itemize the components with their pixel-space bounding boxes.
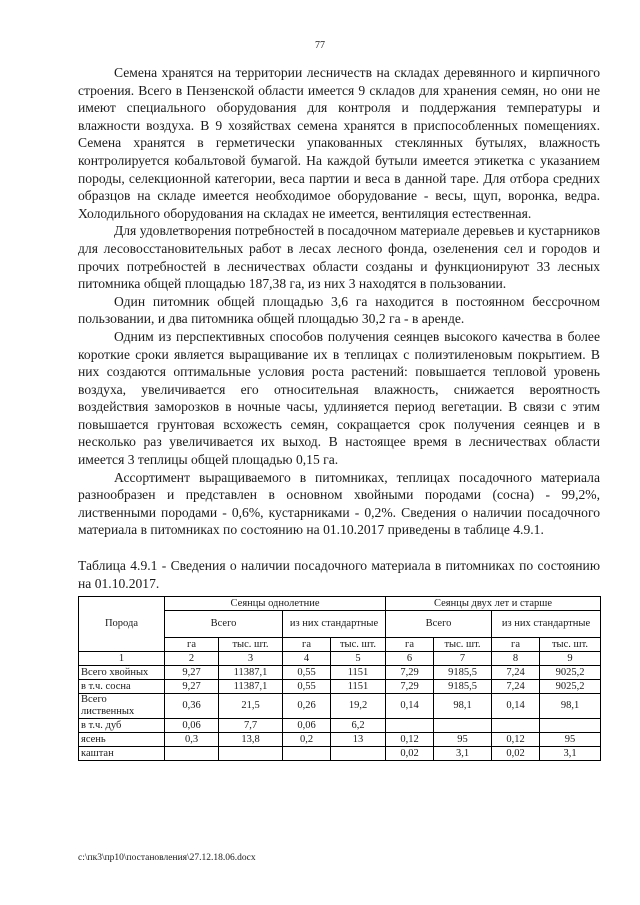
table-cell: 9025,2 (540, 680, 601, 694)
paragraph: Семена хранятся на территории лесничеств на складах деревянного и кирпичного строения. Всего в Пензенской области имеется 9 складов для хранения семян, но они не имеют специального оборудования для контроля и поддержания температуры и влажности воздуха. В 9 хозяйствах семена хранятся в приспособленных помещениях. Семена хранятся в герметически упакованных стеклянных бутылях, влажность контролируется кобальтовой бумагой. На каждой бутыли имеется этикетка с указанием породы, селекционной категории, веса партии и веса в данной таре. Для отбора средних образцов на складе имеется необходимое оборудование - весы, щуп, воронка, ведра. Холодильного оборудования на складах не имеется, вентиляция естественная. (78, 65, 600, 221)
table-row (79, 719, 601, 733)
row-label: каштан (79, 747, 165, 761)
paragraph: Одним из перспективных способов получения сеянцев высокого качества в более короткие сроки является выращивание их в теплицах с полиэтиленовым покрытием. В них создаются оптимальные условия роста растений: повышается тепловой уровень воздуха, увеличивается его относительная влажность, снижается вероятность воздействия заморозков в ночные часы, удлиняется период вегетации. В связи с этим повышается грунтовая всхожесть семян, сокращается срок получения сеянцев и в несколько раз увеличивается их выход. В настоящее время в лесничествах области имеется 3 теплицы общей площадью 0,15 га. (78, 328, 600, 468)
table-cell: 3,1 (540, 747, 601, 761)
table-cell: 0,55 (283, 666, 331, 680)
table-cell: 19,2 (331, 694, 386, 719)
unit-cell: тыс. шт. (219, 638, 283, 652)
column-number-row (79, 652, 601, 666)
table-cell: 9025,2 (540, 666, 601, 680)
column-number: 6 (386, 652, 434, 666)
table-cell: 0,02 (492, 747, 540, 761)
table-cell: 1151 (331, 680, 386, 694)
header-standard: из них стандартные (283, 611, 386, 638)
table-cell: 0,36 (165, 694, 219, 719)
table-cell: 0,14 (492, 694, 540, 719)
header-total: Всего (165, 611, 283, 638)
table-cell: 7,24 (492, 680, 540, 694)
table-cell: 13,8 (219, 733, 283, 747)
row-label: в т.ч. дуб (79, 719, 165, 733)
table-cell: 9185,5 (434, 666, 492, 680)
table-caption: Таблица 4.9.1 - Сведения о наличии посадочного материала в питомниках по состоянию на 01.10.2017. (78, 558, 600, 591)
table-row (79, 733, 601, 747)
row-label: Всего хвойных (79, 666, 165, 680)
table-cell: 0,06 (165, 719, 219, 733)
column-number: 4 (283, 652, 331, 666)
table-cell: 0,26 (283, 694, 331, 719)
table-cell: 0,14 (386, 694, 434, 719)
table-cell: 7,7 (219, 719, 283, 733)
table-cell: 0,55 (283, 680, 331, 694)
planting-material-table (78, 596, 601, 761)
table-cell: 1151 (331, 666, 386, 680)
table-cell: 0,12 (492, 733, 540, 747)
table-cell: 9185,5 (434, 680, 492, 694)
table-cell: 7,29 (386, 666, 434, 680)
row-label: ясень (79, 733, 165, 747)
table-cell: 0,2 (283, 733, 331, 747)
paragraph: Ассортимент выращиваемого в питомниках, теплицах посадочного материала разнообразен и представлен в основном хвойными породами (сосна) - 99,2%, лиственными породами - 0,6%, кустарниками - 0,2%. Сведения о наличии посадочного материала в питомниках по состоянию на 01.10.2017 приведены в таблице 4.9.1. (78, 469, 600, 538)
table-cell: 0,3 (165, 733, 219, 747)
paragraph: Для удовлетворения потребностей в посадочном материале деревьев и кустарников для лесовосстановительных работ в лесах лесного фонда, озеленения сел и городов и прочих потребностей в лесничествах области созданы и функционируют 33 лесных питомника общей площадью 187,38 га, из них 3 находятся в пользовании. (78, 223, 600, 292)
table-row (79, 680, 601, 694)
unit-cell: тыс. шт. (540, 638, 601, 652)
unit-cell: га (165, 638, 219, 652)
table-cell: 0,06 (283, 719, 331, 733)
column-number: 2 (165, 652, 219, 666)
table-cell: 7,24 (492, 666, 540, 680)
paragraph: Один питомник общей площадью 3,6 га находится в постоянном бессрочном пользовании, и два питомника общей площадью 30,2 га - в аренде. (78, 293, 600, 327)
table-cell: 21,5 (219, 694, 283, 719)
table-cell: 98,1 (434, 694, 492, 719)
table-cell: 95 (540, 733, 601, 747)
column-number: 8 (492, 652, 540, 666)
table-cell (386, 719, 434, 733)
table-cell: 3,1 (434, 747, 492, 761)
table-cell (434, 719, 492, 733)
row-label: в т.ч. сосна (79, 680, 165, 694)
unit-cell: тыс. шт. (331, 638, 386, 652)
header-total: Всего (386, 611, 492, 638)
unit-cell: га (283, 638, 331, 652)
table-cell: 6,2 (331, 719, 386, 733)
table-cell: 0,02 (386, 747, 434, 761)
table-cell: 9,27 (165, 666, 219, 680)
table-cell (165, 747, 219, 761)
table-row (79, 747, 601, 761)
table-row (79, 694, 601, 719)
table-cell: 98,1 (540, 694, 601, 719)
column-number: 3 (219, 652, 283, 666)
header-species: Порода (79, 597, 165, 652)
column-number: 9 (540, 652, 601, 666)
header-standard: из них стандартные (492, 611, 601, 638)
table-cell: 7,29 (386, 680, 434, 694)
document-body (78, 64, 600, 761)
header-one-year-seedlings: Сеянцы однолетние (165, 597, 386, 611)
table-cell (492, 719, 540, 733)
table-cell (283, 747, 331, 761)
table-row (79, 666, 601, 680)
page-number: 77 (315, 40, 325, 51)
unit-cell: га (492, 638, 540, 652)
table-cell: 95 (434, 733, 492, 747)
table-cell (219, 747, 283, 761)
file-path-footer: c:\пк3\пр10\постановления\27.12.18.06.docx (78, 853, 256, 863)
column-number: 5 (331, 652, 386, 666)
table-cell (331, 747, 386, 761)
column-number: 1 (79, 652, 165, 666)
table-cell: 0,12 (386, 733, 434, 747)
table-cell (540, 719, 601, 733)
table-cell: 11387,1 (219, 680, 283, 694)
unit-cell: га (386, 638, 434, 652)
table-cell: 9,27 (165, 680, 219, 694)
column-number: 7 (434, 652, 492, 666)
header-two-year-seedlings: Сеянцы двух лет и старше (386, 597, 601, 611)
unit-cell: тыс. шт. (434, 638, 492, 652)
table-cell: 11387,1 (219, 666, 283, 680)
table-cell: 13 (331, 733, 386, 747)
row-label: Всего лиственных (79, 694, 165, 719)
